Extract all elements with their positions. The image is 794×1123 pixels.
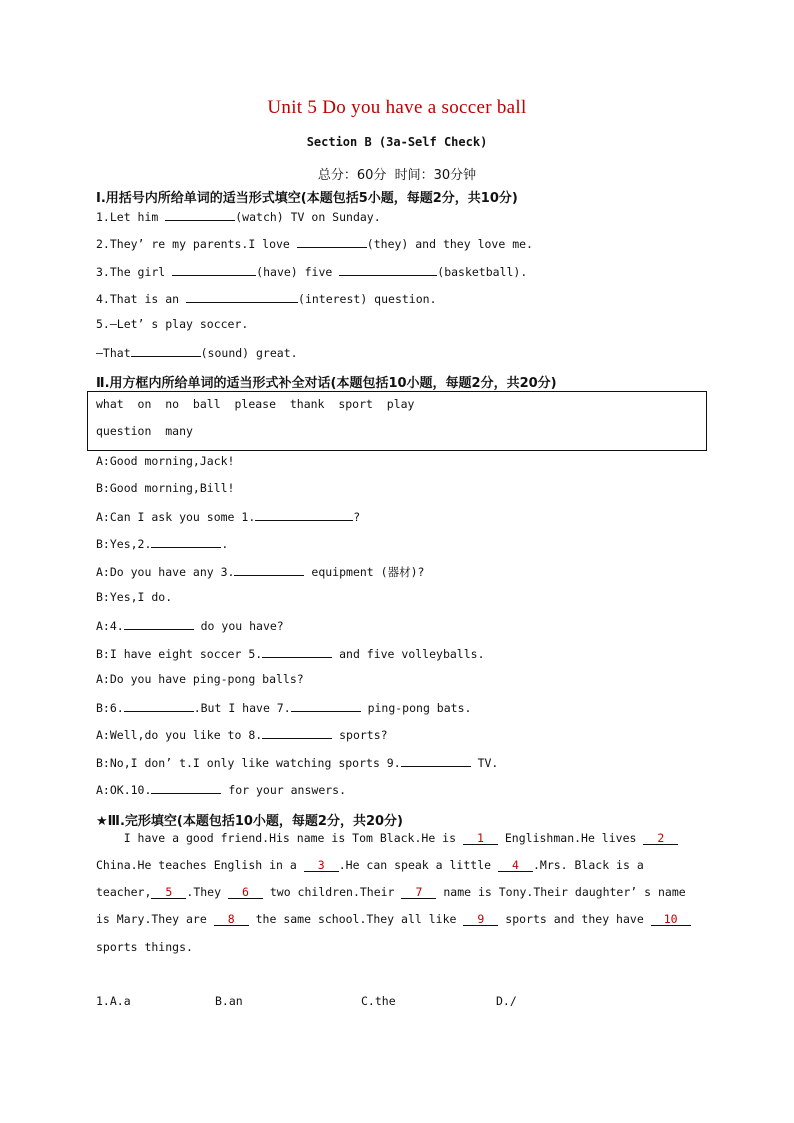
dialog-line: A:4. do you have? <box>96 619 284 633</box>
option-c[interactable]: C.the <box>361 994 396 1008</box>
option-b[interactable]: B.an <box>215 994 243 1008</box>
dialog-line: B:6. .But I have 7. ping-pong bats. <box>96 701 472 715</box>
answer-blank[interactable] <box>297 235 367 248</box>
answer-blank[interactable] <box>291 699 361 712</box>
cloze-blank[interactable]: 9 <box>463 912 498 926</box>
answer-blank[interactable] <box>255 508 353 521</box>
dialog-line: A:Do you have any 3. equipment (器材)? <box>96 565 425 579</box>
answer-blank[interactable] <box>172 263 256 276</box>
cloze-line-1: I have a good friend.His name is Tom Black.He is 1 Englishman.He lives 2 <box>96 831 678 845</box>
question-1: 1.Let him (watch) TV on Sunday. <box>96 210 381 224</box>
cloze-blank[interactable]: 8 <box>214 912 249 926</box>
dialog-line: A:Good morning,Jack! <box>96 454 235 468</box>
section-subtitle: Section B (3a-Self Check) <box>306 135 488 149</box>
cloze-blank[interactable]: 10 <box>651 912 691 926</box>
cloze-blank[interactable]: 3 <box>304 858 339 872</box>
answer-blank[interactable] <box>186 290 298 303</box>
cloze-blank[interactable]: 6 <box>228 885 263 899</box>
dialog-line: A:Well,do you like to 8. sports? <box>96 728 388 742</box>
page-title: Unit 5 Do you have a soccer ball <box>267 97 527 118</box>
answer-blank[interactable] <box>151 535 221 548</box>
answer-blank[interactable] <box>131 344 201 357</box>
dialog-line: A:Can I ask you some 1. ? <box>96 510 361 524</box>
option-a[interactable]: 1.A.a <box>96 994 131 1008</box>
dialog-line: B:Good morning,Bill! <box>96 481 235 495</box>
word-box-line-2: question many <box>96 424 193 438</box>
question-5-reply: —That (sound) great. <box>96 346 298 360</box>
answer-blank[interactable] <box>262 726 332 739</box>
cloze-line-2: China.He teaches English in a 3 .He can speak a little 4 .Mrs. Black is a <box>96 858 644 872</box>
word-box-line-1: what on no ball please thank sport play <box>96 397 415 411</box>
dialog-line: B:I have eight soccer 5. and five volleyballs. <box>96 647 485 661</box>
section-3-heading: ★Ⅲ.完形填空(本题包括10小题，每题2分，共20分) <box>96 814 403 829</box>
section-1-heading: Ⅰ.用括号内所给单词的适当形式填空(本题包括5小题，每题2分，共10分) <box>96 191 518 206</box>
cloze-blank[interactable]: 7 <box>401 885 436 899</box>
question-4: 4.That is an (interest) question. <box>96 292 437 306</box>
answer-blank[interactable] <box>401 754 471 767</box>
option-d[interactable]: D./ <box>496 994 517 1008</box>
dialog-line: B:Yes,2. . <box>96 537 229 551</box>
answer-blank[interactable] <box>165 208 235 221</box>
question-2: 2.They’ re my parents.I love (they) and they love me. <box>96 237 533 251</box>
cloze-blank[interactable]: 5 <box>151 885 186 899</box>
dialog-line: B:Yes,I do. <box>96 590 173 604</box>
cloze-blank[interactable]: 1 <box>463 831 498 845</box>
cloze-line-5: sports things. <box>96 940 193 954</box>
score-time-info: 总分：60分 时间：30分钟 <box>317 168 477 183</box>
cloze-line-3: teacher, 5 .They 6 two children.Their 7 name is Tony.Their daughter’ s name <box>96 885 686 899</box>
cloze-line-4: is Mary.They are 8 the same school.They all like 9 sports and they have 10 <box>96 912 691 926</box>
answer-blank[interactable] <box>151 781 221 794</box>
dialog-line: A:OK.10. for your answers. <box>96 783 347 797</box>
question-5: 5.—Let’ s play soccer. <box>96 317 249 331</box>
answer-blank[interactable] <box>234 563 304 576</box>
answer-blank[interactable] <box>339 263 437 276</box>
dialog-line: A:Do you have ping-pong balls? <box>96 672 304 686</box>
cloze-blank[interactable]: 2 <box>643 831 678 845</box>
answer-blank[interactable] <box>124 617 194 630</box>
answer-blank[interactable] <box>262 645 332 658</box>
section-2-heading: Ⅱ.用方框内所给单词的适当形式补全对话(本题包括10小题，每题2分，共20分) <box>96 376 557 391</box>
cloze-blank[interactable]: 4 <box>498 858 533 872</box>
answer-blank[interactable] <box>124 699 194 712</box>
dialog-line: B:No,I don’ t.I only like watching sports 9. TV. <box>96 756 499 770</box>
question-3: 3.The girl (have) five (basketball). <box>96 265 528 279</box>
